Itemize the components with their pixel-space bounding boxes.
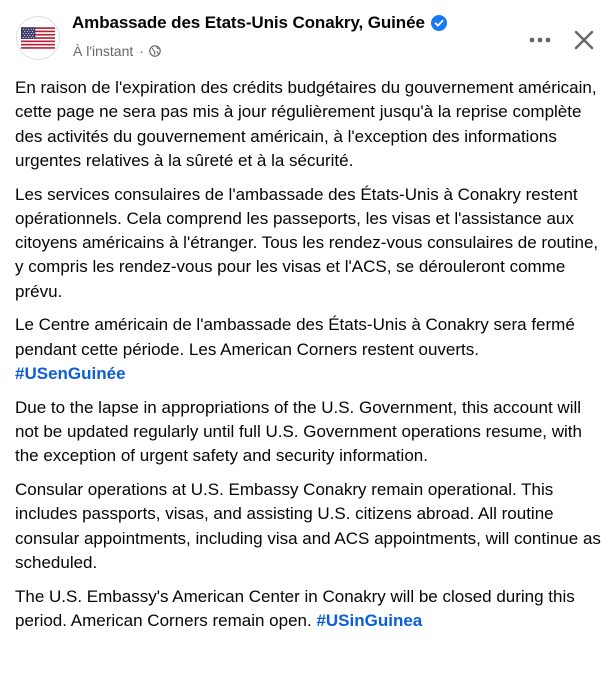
globe-icon[interactable] bbox=[149, 45, 161, 57]
post-body bbox=[15, 76, 607, 643]
paragraph-text: Consular operations at U.S. Embassy Conakry remain operational. This includes passports, visas, and assisting U.S. citizens abroad. All routine consular appointments, including visa and ACS appointments, will continue as scheduled. bbox=[15, 480, 601, 572]
timestamp-link[interactable]: À l'instant bbox=[73, 43, 134, 59]
post-header bbox=[0, 0, 616, 75]
more-options-icon bbox=[529, 37, 551, 43]
close-button[interactable] bbox=[566, 22, 602, 58]
author-row bbox=[72, 13, 447, 33]
paragraph-text: The U.S. Embassy's American Center in Conakry will be closed during this period. American Corners remain open. bbox=[15, 586, 575, 630]
post-paragraph bbox=[15, 76, 607, 173]
paragraph-text: Due to the lapse in appropriations of the U.S. Government, this account will not be updated regularly until full U.S. Government operations resume, with the exception of urgent safety and security information. bbox=[15, 397, 582, 466]
paragraph-text: En raison de l'expiration des crédits budgétaires du gouvernement américain, cette page ne sera pas mis à jour régulièrement jusqu'à la reprise complète des activités du gouvernement américain, à l'exception des informations urgentes relatives à la sûreté et à la sécurité. bbox=[15, 78, 597, 170]
post-meta bbox=[73, 43, 161, 59]
hashtag-link[interactable]: #USinGuinea bbox=[316, 610, 423, 630]
post-paragraph bbox=[15, 585, 607, 634]
paragraph-text: Le Centre américain de l'ambassade des États-Unis à Conakry sera fermé pendant cette période. Les American Corners restent ouverts. bbox=[15, 315, 575, 359]
post-paragraph bbox=[15, 396, 607, 469]
post-paragraph bbox=[15, 313, 607, 386]
us-flag-icon bbox=[21, 27, 55, 49]
paragraph-text: Les services consulaires de l'ambassade des États-Unis à Conakry restent opérationnels. Cela comprend les passeports, les visas et l'assistance aux citoyens américains à l'étranger. Tous les rendez-vous consulaires de routine, y compris les rendez-vous pour les visas et l'ACS, se dérouleront comme prévu. bbox=[15, 184, 599, 301]
post-paragraph bbox=[15, 183, 607, 304]
more-options-button[interactable] bbox=[522, 22, 558, 58]
verified-badge-icon bbox=[431, 15, 447, 31]
post-paragraph bbox=[15, 478, 607, 575]
page-avatar[interactable] bbox=[16, 16, 60, 60]
meta-separator: · bbox=[139, 43, 144, 59]
page-name-link[interactable]: Ambassade des Etats-Unis Conakry, Guinée bbox=[72, 13, 425, 32]
close-icon bbox=[574, 30, 594, 50]
hashtag-link[interactable]: #USenGuinée bbox=[15, 364, 126, 384]
